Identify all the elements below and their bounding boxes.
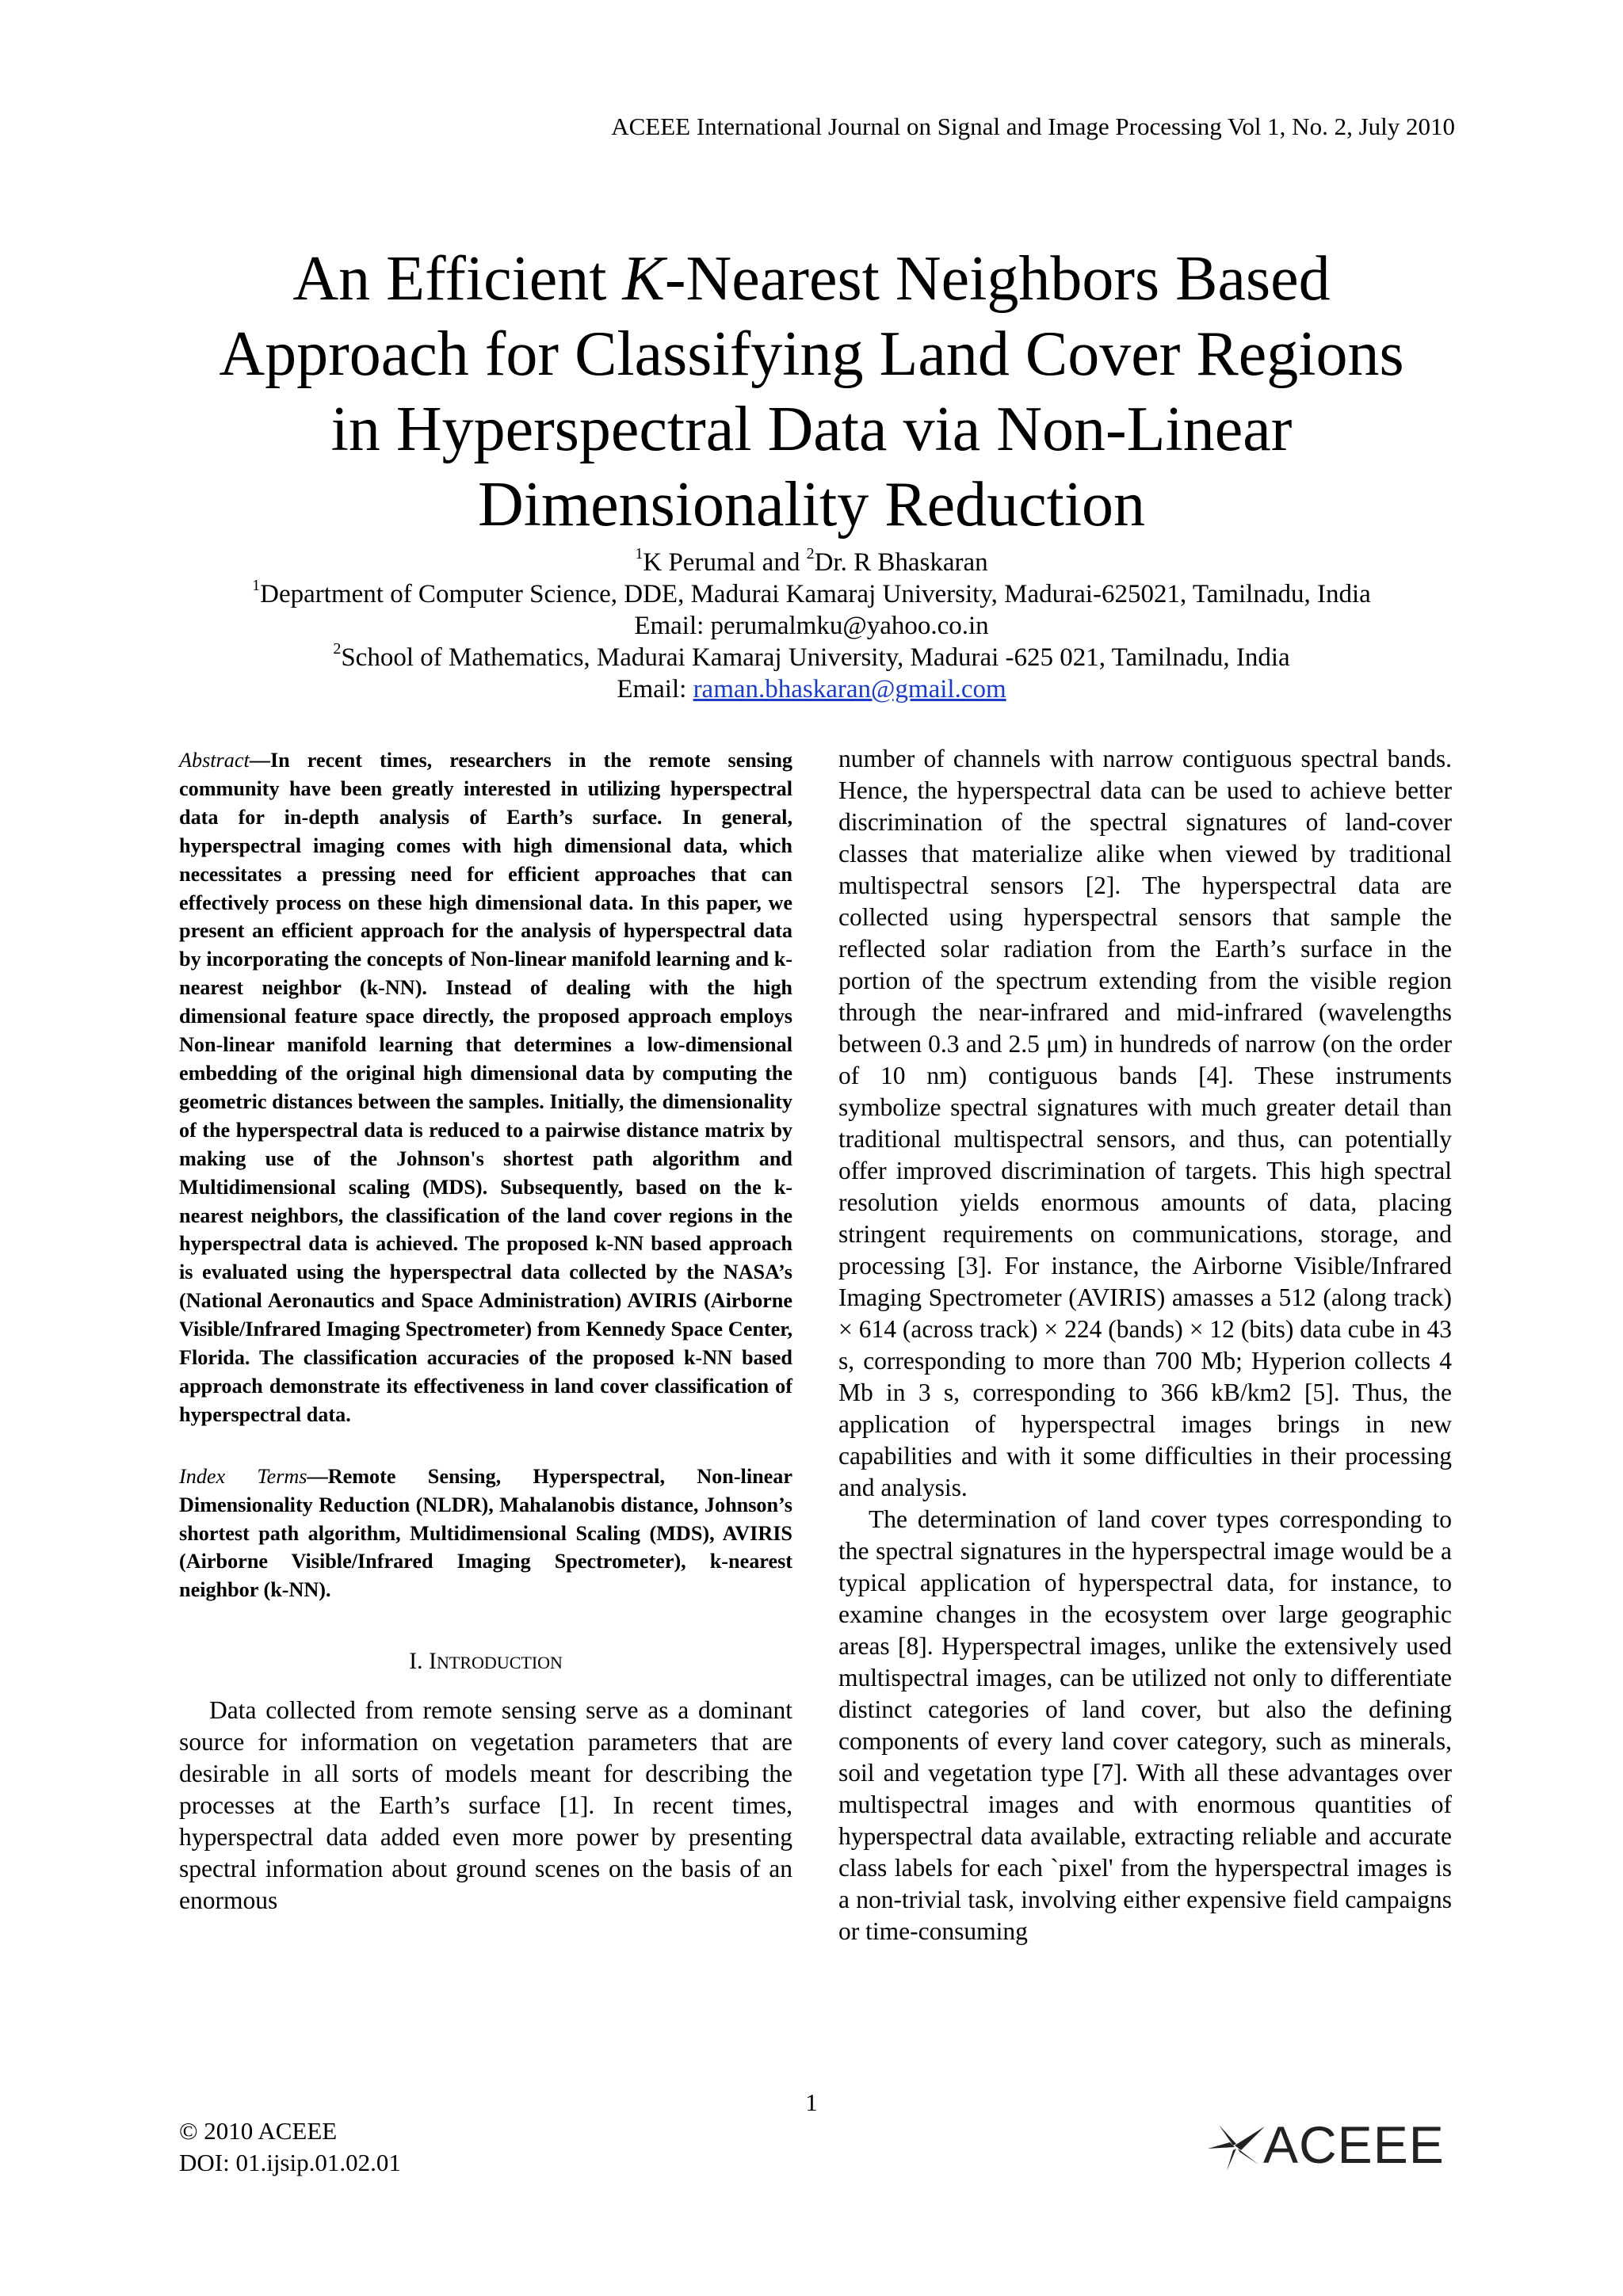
doi: DOI: 01.ijsip.01.02.01 — [179, 2149, 401, 2176]
section-title: NTRODUCTION — [437, 1653, 563, 1673]
title-line-1 — [0, 242, 1623, 317]
author-sup: 2 — [806, 545, 815, 563]
abstract — [179, 746, 792, 1429]
title-line-2: Approach for Classifying Land Cover Regions — [219, 319, 1404, 389]
email-2-link[interactable]: raman.bhaskaran@gmail.com — [693, 675, 1006, 704]
title-text: -Nearest Neighbors Based — [664, 244, 1331, 314]
email-label: Email: — [617, 675, 693, 704]
title-italic-k: K — [622, 244, 665, 314]
author-block — [0, 547, 1623, 705]
page-number: 1 — [805, 2088, 818, 2116]
running-header: ACEEE International Journal on Signal and Image Processing Vol 1, No. 2, July 2010 — [611, 113, 1455, 140]
aceee-logo — [1203, 2115, 1449, 2174]
index-terms-text: —Remote Sensing, Hyperspectral, Non-linear Dimensionality Reduction (NLDR), Mahalanobis distance, Johnson’s shortest path algorithm, Multidimensional Scaling (MDS), AVIRIS (Airborne Visible/Infrared Imaging Spectrometer), k-nearest neighbor (k-NN). — [179, 1464, 793, 1602]
index-terms — [179, 1463, 792, 1605]
left-column — [179, 746, 792, 1917]
affiliation-1 — [0, 578, 1623, 610]
copyright: © 2010 ACEEE — [179, 2117, 338, 2145]
abstract-text: —In recent times, researchers in the remote sensing community have been greatly interested in utilizing hyperspectral data for in-depth analysis of Earth’s surface. In general, hyperspectral imaging comes with high dimensional data, which necessitates a pressing need for efficient approaches that can effectively process on these high dimensional data. In this paper, we present an efficient approach for the analysis of hyperspectral data by incorporating the concepts of Non-linear manifold learning and k-nearest neighbor (k-NN). Instead of dealing with the high dimensional feature space directly, the proposed approach employs Non-linear manifold learning that determines a low-dimensional embedding of the original high dimensional data by computing the geometric distances between the samples. Initially, the dimensionality of the hyperspectral data is reduced to a pairwise distance matrix by making use of the Johnson's shortest path algorithm and Multidimensional scaling (MDS). Subsequently, based on the k-nearest neighbors, the classification of the land cover regions in the hyperspectral data is achieved. The proposed k-NN based approach is evaluated using the hyperspectral data collected by the NASA’s (National Aeronautics and Space Administration) AVIRIS (Airborne Visible/Infrared Imaging Spectrometer) from Kennedy Space Center, Florida. The classification accuracies of the proposed k-NN based approach demonstrate its effectiveness in land cover classification of hyperspectral data. — [179, 749, 792, 1426]
right-column — [838, 743, 1452, 1947]
logo-text: ACEEE — [1263, 2115, 1445, 2174]
affiliation-sup: 1 — [252, 577, 261, 594]
index-terms-lead: Index Terms — [179, 1464, 307, 1488]
email-1: Email: perumalmku@yahoo.co.in — [634, 612, 989, 640]
author-names — [0, 547, 1623, 578]
abstract-lead: Abstract — [179, 749, 250, 772]
title-block — [0, 242, 1623, 543]
title-line-3: in Hyperspectral Data via Non-Linear — [330, 395, 1293, 464]
author-sup: 1 — [635, 545, 643, 563]
title-text: An Efficient — [292, 244, 623, 314]
author-2: Dr. R Bhaskaran — [814, 548, 988, 577]
intro-paragraph-1: Data collected from remote sensing serve as a dominant source for information on vegetation parameters that are desirable in all sorts of models meant for describing the processes at the Earth’s surface [1]. In recent times, hyperspectral data added even more power by presenting spectral information about ground scenes on the basis of an enormous — [179, 1696, 792, 1915]
affiliation-sup: 2 — [333, 640, 342, 658]
aceee-star-icon — [1203, 2119, 1266, 2174]
affiliation-2 — [0, 642, 1623, 673]
intro-paragraph-2: The determination of land cover types corresponding to the spectral signatures in the hyperspectral image would be a typical application of hyperspectral data, for instance, to examine changes in the ecosystem over large geographic areas [8]. Hyperspectral images, unlike the extensively used multispectral images, can be utilized not only to differentiate distinct categories of land cover, but also the defining components of every land cover category, such as minerals, soil and vegetation type [7]. With all these advantages over multispectral images and with enormous quantities of hyperspectral data available, extracting reliable and accurate class labels for each `pixel' from the hyperspectral images is a non-trivial task, involving either expensive field campaigns or time-consuming — [838, 1505, 1452, 1945]
affiliation-text: Department of Computer Science, DDE, Madurai Kamaraj University, Madurai-625021, Tamilnadu, India — [260, 580, 1371, 608]
footer-left — [179, 2115, 401, 2179]
email-2 — [0, 673, 1623, 705]
title-line-4: Dimensionality Reduction — [477, 470, 1146, 540]
author-1: K Perumal and — [643, 548, 807, 577]
paper-title — [0, 242, 1623, 543]
section-heading-introduction — [179, 1646, 792, 1679]
section-numeral: I. I — [409, 1648, 437, 1675]
intro-paragraph-1-cont: number of channels with narrow contiguous spectral bands. Hence, the hyperspectral data can be used to achieve better discrimination of the spectral signatures of land-cover classes that materialize alike when viewed by traditional multispectral sensors [2]. The hyperspectral data are collected using hyperspectral sensors that sample the reflected solar radiation from the Earth’s surface in the portion of the spectrum extending from the visible region through the near-infrared and mid-infrared (wavelengths between 0.3 and 2.5 μm) in hundreds of narrow (on the order of 10 nm) contiguous bands [4]. These instruments symbolize spectral signatures with much greater detail than traditional multispectral sensors, and thus, can potentially offer improved discrimination of targets. This high spectral resolution yields enormous amounts of data, placing stringent requirements on communications, storage, and processing [3]. For instance, the Airborne Visible/Infrared Imaging Spectrometer (AVIRIS) amasses a 512 (along track) × 614 (across track) × 224 (bands) × 12 (bits) data cube in 43 s, corresponding to more than 700 Mb; Hyperion collects 4 Mb in 3 s, corresponding to 366 kB/km2 [5]. Thus, the application of hyperspectral images brings in new capabilities and with it some difficulties in their processing and analysis. — [838, 745, 1452, 1501]
affiliation-text: School of Mathematics, Madurai Kamaraj University, Madurai -625 021, Tamilnadu, India — [341, 643, 1290, 672]
